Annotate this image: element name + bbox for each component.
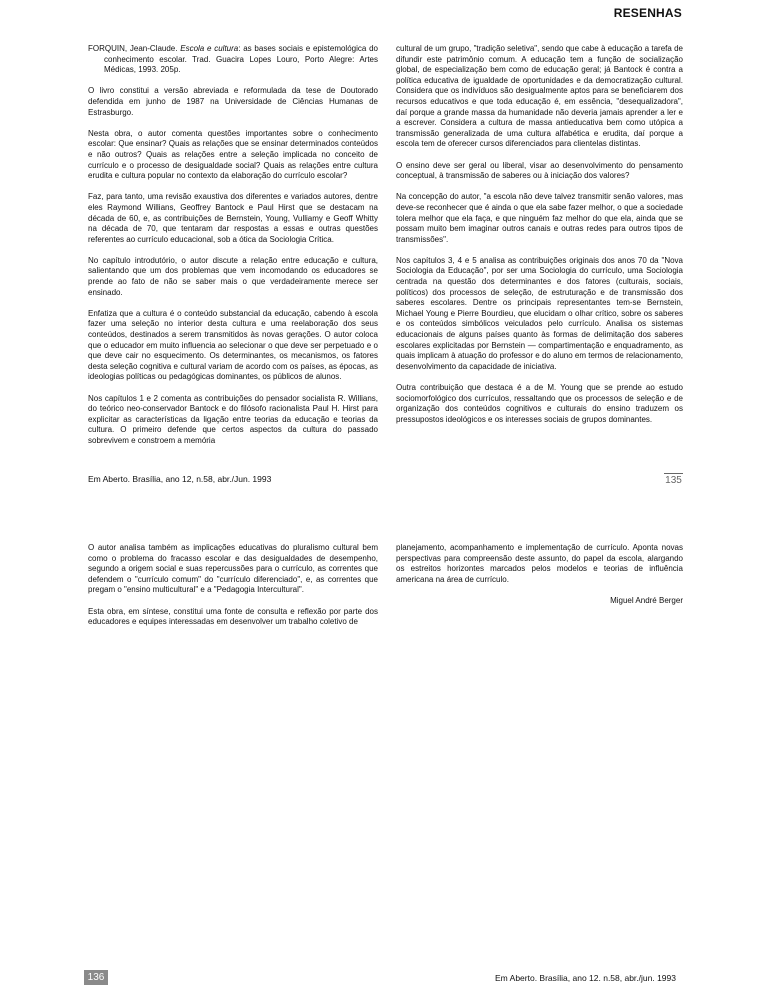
paragraph: O ensino deve ser geral ou liberal, visar ao desenvolvimento do pensamento conceptual, à transmissão de saberes ou à iniciação dos valores? xyxy=(396,160,683,181)
reference-details: : as bases sociais e epistemológica do conhecimento escolar. Trad. Guacira Lopes Louro, Porto Alegre: Artes Médicas, 1993. 205p. xyxy=(104,44,378,75)
paragraph: O livro constitui a versão abreviada e reformulada da tese de Doutorado defendida em junho de 1987 na Universidade de Ciências Humanas de Estrasburgo. xyxy=(88,86,378,117)
paragraph: Enfatiza que a cultura é o conteúdo substancial da educação, cabendo à escola fazer uma seleção no interior desta cultura e uma reelaboração dos seus conteúdos, destinados a serem transmitidos às novas gerações. O autor coloca que o educador em muito influencia ao selecionar o que deve ser perpetuado e o que deve cair no esquecimento. Os determinantes, os mecanismos, os fatores desta seleção cognitiva e cultural variam de acordo com os países, as épocas, as ideologias políticas ou pedagógicas dominantes, os públicos de alunos. xyxy=(88,308,378,382)
paragraph: Esta obra, em síntese, constitui uma fonte de consulta e reflexão por parte dos educadores e equipes interessadas em desenvolver um trabalho coletivo de xyxy=(88,606,378,627)
paragraph: Outra contribuição que destaca é a de M. Young que se prende ao estudo sociomorfológico dos currículos, ressaltando que os processos de seleção e de organização dos conteúdos cognitivos e culturais do ensino traduzem os pressupostos ideológicos e os interesses sociais de grupos dominantes. xyxy=(396,383,683,424)
paragraph: No capítulo introdutório, o autor discute a relação entre educação e cultura, salientando que um dos problemas que vem incomodando os educadores se prende ao fato de não se saber mais o que verdadeiramente merece ser ensinado. xyxy=(88,255,378,297)
paragraph: O autor analisa também as implicações educativas do pluralismo cultural bem como o problema do fracasso escolar e das desigualdades de desempenho, segundo a origem social e suas repercussões para o currículo, as correntes que defendem o "currículo comum" do "currículo diferenciado", e, as correntes que pregam o "ensino multicultural" e a "Pedagogia Intercultural". xyxy=(88,543,378,595)
paragraph: Nos capítulos 1 e 2 comenta as contribuições do pensador socialista R. Willians, do teórico neo-conservador Bantock e do filósofo racionalista Paul H. Hirst para explicitar as características da ligação entre teorias da educação e teorias da cultura. O primeiro defende que certos aspectos da cultura do passado sobrevivem e constroem a memória xyxy=(88,393,378,445)
paragraph: Nesta obra, o autor comenta questões importantes sobre o conhecimento escolar: Que ensinar? Quais as relações que se ensinar determinados conteúdos e não outros? Quais as relações entre a seleção implicada no conceito de currículo e o processo de desigualdade social? Quais as relações entre cultura erudita e cultura popular no contexto da elaboração do currículo escolar? xyxy=(88,128,378,181)
page1-footer: Em Aberto. Brasília, ano 12, n.58, abr./Jun. 1993 xyxy=(88,474,272,484)
reference-title: Escola e cultura xyxy=(180,44,239,53)
section-heading: RESENHAS xyxy=(613,6,682,20)
page2-right-column xyxy=(396,543,683,617)
page2-number: 136 xyxy=(84,970,108,985)
paragraph: Nos capítulos 3, 4 e 5 analisa as contribuições originais dos anos 70 da "Nova Sociologia da Educação", por ser uma Sociologia do currículo, uma Sociologia centrada na questão dos determinantes e dos fatores (culturais, sociais, políticos) dos processos de seleção, de estruturação e de transmissão dos saberes escolares. Dentre os principais representantes tem-se Bernstein, Michael Young e Pierre Bourdieu, que elucidam o olhar crítico, sobre os saberes e os conteúdos simbólicos veiculados pelo currículo. Analisa os sistemas educacionais de alguns países quanto às formas de delimitação dos saberes escolares explicitadas por Bernstein — compartimentação e enquadramento, as quais implicam à atuação do professor e do aluno em termos de relacionamento, desenvolvimento da capacidade de iniciativa. xyxy=(396,255,683,371)
paragraph: Na concepção do autor, "a escola não deve talvez transmitir senão valores, mas deve-se reconhecer que é ainda o que ela sabe fazer melhor, o que a sociedade tolera melhor que ela faça, e que ninguém faz melhor do que ela, ainda que se possam muito bem imaginar outros canais e outras redes para outros tipos de transmissões". xyxy=(396,192,683,244)
page2-footer: Em Aberto. Brasília, ano 12. n.58, abr./jun. 1993 xyxy=(495,973,676,983)
page1-number: 135 xyxy=(665,475,682,486)
book-reference xyxy=(88,44,378,76)
page1-left-column xyxy=(88,44,378,457)
reference-authors: FORQUIN, Jean-Claude. xyxy=(88,44,181,53)
page2-left-column xyxy=(88,543,378,638)
paragraph: planejamento, acompanhamento e implementação de currículo. Aponta novas perspectivas para compreensão deste assunto, do papel da escola, alargando os estreitos horizontes marcados pelos modelos e teorias de influência americana na área de currículo. xyxy=(396,543,683,584)
paragraph: cultural de um grupo, "tradição seletiva", sendo que cabe à educação a tarefa de difundir este patrimônio comum. A educação tem a função de socialização global, de especialização bem como de educação geral; já Bantock é contra a política educativa de igualdade de oportunidades e da democratização cultural. Considera que os indivíduos são desigualmente aptos para se beneficiarem dos recursos educativos e que toda educação é, em essência, "desequalizadora", daí porque a grande massa da humanidade não deveria jamais aprender a ler e a escrever. Considera a cultura de massa antieducativa bem como utópica a transmissão generalizada de uma cultura alfabética e erudita, daí porque a escola tem de oferecer cursos diferenciados para clientelas distintas. xyxy=(396,44,683,149)
review-signature: Miguel André Berger xyxy=(610,595,683,605)
page1-right-column xyxy=(396,44,683,436)
paragraph: Faz, para tanto, uma revisão exaustiva dos diferentes e variados autores, dentre eles Raymond Willians, Geoffrey Bantock e Paul Hirst que se destacam na década de 60, e, as contribuições de Bernstein, Young, Vulliamy e Geoff Whitty na década de 70, que tentaram dar respostas a essas e outras questões referentes ao currículo educacional, sob a ótica da Sociologia Crítica. xyxy=(88,192,378,244)
